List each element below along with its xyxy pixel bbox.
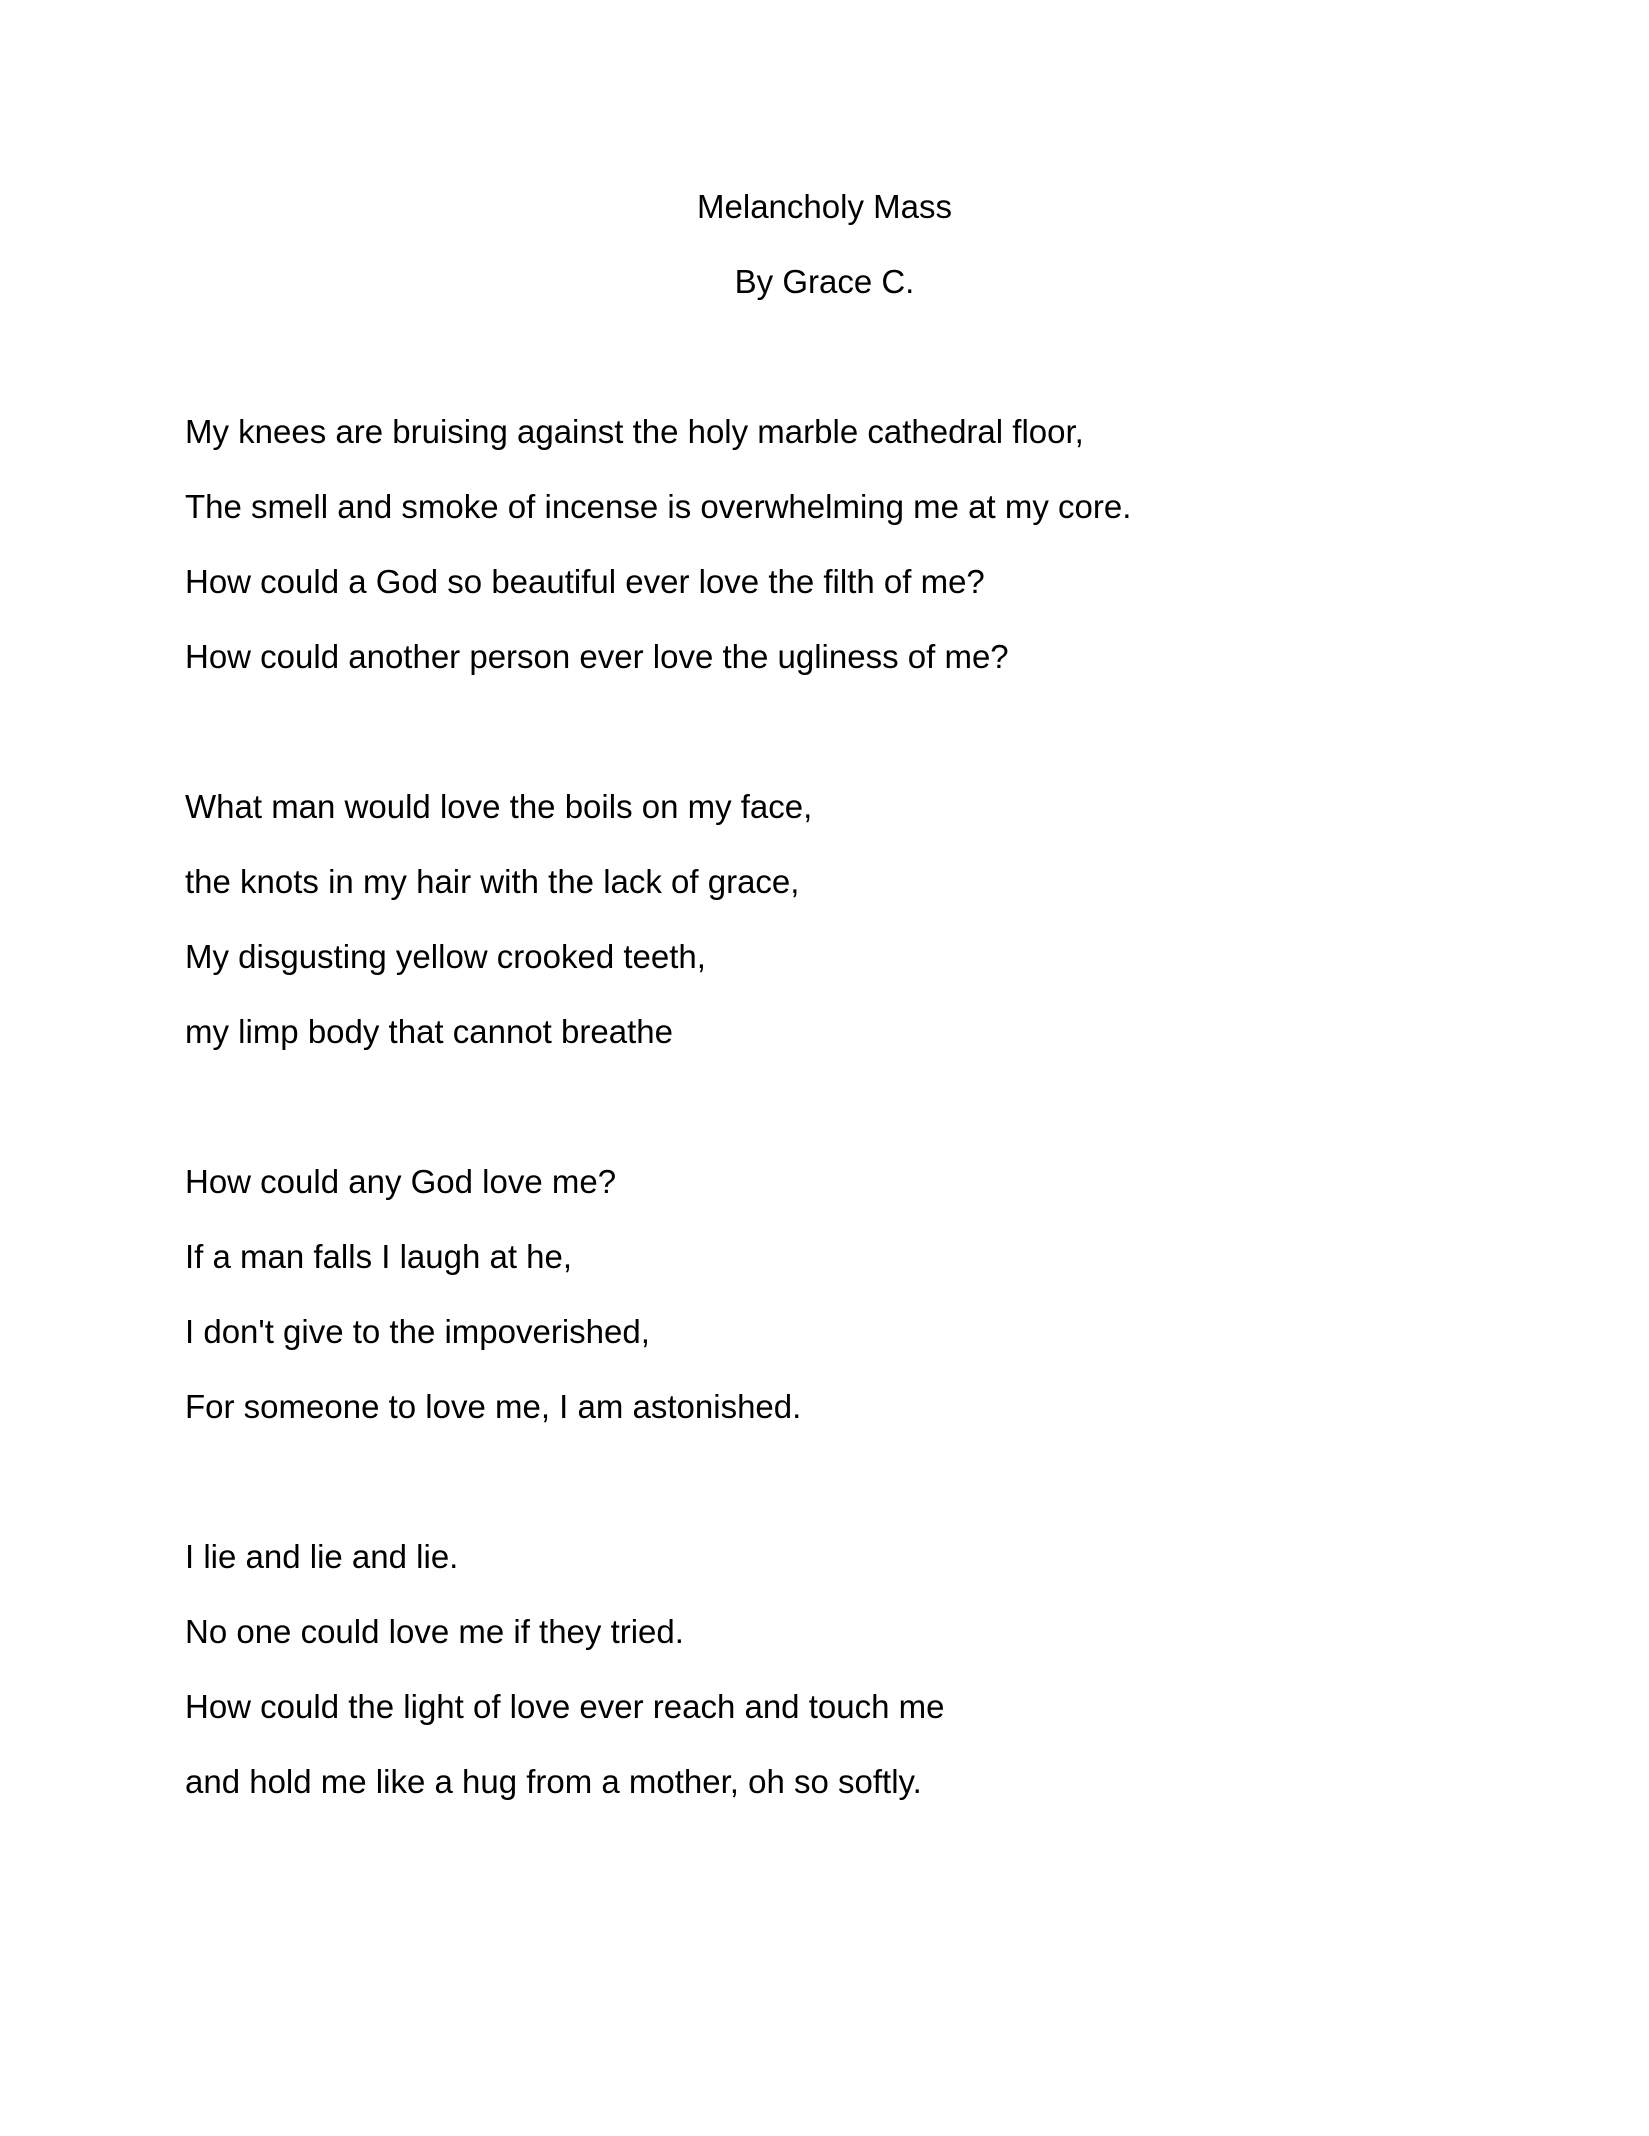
stanza-3	[185, 1162, 1485, 1462]
poem-line: I don't give to the impoverished,	[185, 1313, 650, 1350]
stanza-2	[185, 787, 1485, 1087]
poem-line: I lie and lie and lie.	[185, 1538, 459, 1575]
poem-line: How could a God so beautiful ever love the filth of me?	[185, 563, 985, 600]
poem-line: My disgusting yellow crooked teeth,	[185, 938, 706, 975]
poem-line: If a man falls I laugh at he,	[185, 1238, 573, 1275]
poem-line: How could the light of love ever reach and touch me	[185, 1688, 945, 1725]
poem-title: Melancholy Mass	[697, 188, 952, 225]
poem-byline: By Grace C.	[734, 263, 915, 300]
poem-line: My knees are bruising against the holy marble cathedral floor,	[185, 413, 1084, 450]
poem-line: For someone to love me, I am astonished.	[185, 1388, 802, 1425]
poem-line: How could another person ever love the ugliness of me?	[185, 638, 1009, 675]
poem-line: the knots in my hair with the lack of grace,	[185, 863, 800, 900]
stanza-4	[185, 1537, 1485, 1837]
poem-line: What man would love the boils on my face,	[185, 788, 813, 825]
poem-line: No one could love me if they tried.	[185, 1613, 684, 1650]
poem-line: How could any God love me?	[185, 1163, 617, 1200]
stanza-1	[185, 412, 1485, 712]
poem-line: my limp body that cannot breathe	[185, 1013, 673, 1050]
poem-line: and hold me like a hug from a mother, oh so softly.	[185, 1763, 922, 1800]
poem-line: The smell and smoke of incense is overwhelming me at my core.	[185, 488, 1132, 525]
